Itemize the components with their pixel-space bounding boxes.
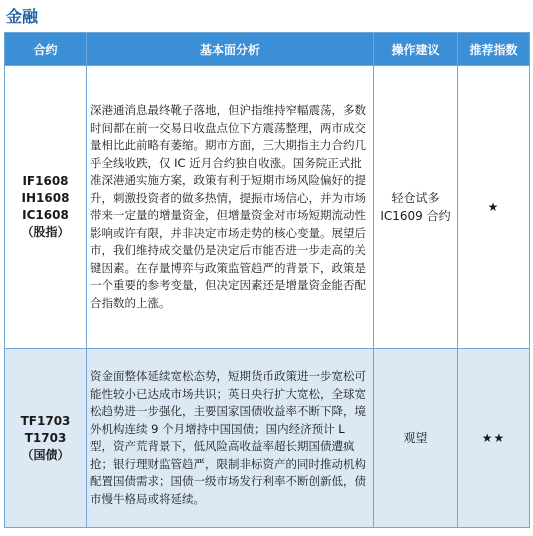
contract-code: IC1608 <box>22 208 69 222</box>
advice-cell: 观望 <box>374 349 458 528</box>
header-advice: 操作建议 <box>374 33 458 66</box>
header-contract: 合约 <box>5 33 87 66</box>
futures-table <box>4 32 530 528</box>
contract-code: T1703 <box>24 430 67 445</box>
contract-category: （国债） <box>21 447 70 462</box>
contract-code: TF1703 <box>20 413 71 428</box>
rating-stars: ★ <box>458 66 530 349</box>
analysis-cell: 资金面整体延续宽松态势，短期货币政策进一步宽松可能性较小已达成市场共识；英日央行扩大宽松，全球宽松趋势进一步强化，主要国家国债收益率不断下降，境外机构连续 9 个月增持中国国债；国内经济预计 L 型，资产荒背景下，低风险高收益率超长期国债遭疯抢；银行理财监管趋严，限制非标资产的同时推动机构配置国债需求；国债一级市场发行利率不断创新低，债市慢牛格局或将延续。 <box>87 349 374 528</box>
table-header-row <box>5 33 530 66</box>
table-row <box>5 66 530 349</box>
rating-stars: ★★ <box>458 349 530 528</box>
contract-cell <box>5 349 87 528</box>
contract-cell <box>5 66 87 349</box>
table-row <box>5 349 530 528</box>
section-title: 金融 <box>6 7 39 26</box>
contract-code: IF1608 <box>22 174 69 188</box>
analysis-cell: 深港通消息最终靴子落地，但沪指维持窄幅震荡，多数时间都在前一交易日收盘点位下方震荡整理，两市成交量相比此前略有萎缩。期市方面，三大期指主力合约几乎全线收跌，仅 IC 近月合约独自收涨。国务院正式批准深港通实施方案，政策有利于短期市场风险偏好的提升，刺激投资者的做多热情，提振市场信心，并为市场带来一定量的增量资金，但增量资金对市场短期流动性影响或许有限，并非决定市场走势的核心变量。展望后市，我们维持成交量仍是决定后市能否进一步走高的关键因素。在存量博弈与政策监管趋严的背景下，政策是一个重要的参考变量，但决定因素还是增量资金能否配合指数的上涨。 <box>87 66 374 349</box>
header-rating: 推荐指数 <box>458 33 530 66</box>
advice-cell: 轻仓试多 IC1609 合约 <box>374 66 458 349</box>
contract-category: （股指） <box>21 225 70 239</box>
contract-code: IH1608 <box>21 191 70 205</box>
header-analysis: 基本面分析 <box>87 33 374 66</box>
